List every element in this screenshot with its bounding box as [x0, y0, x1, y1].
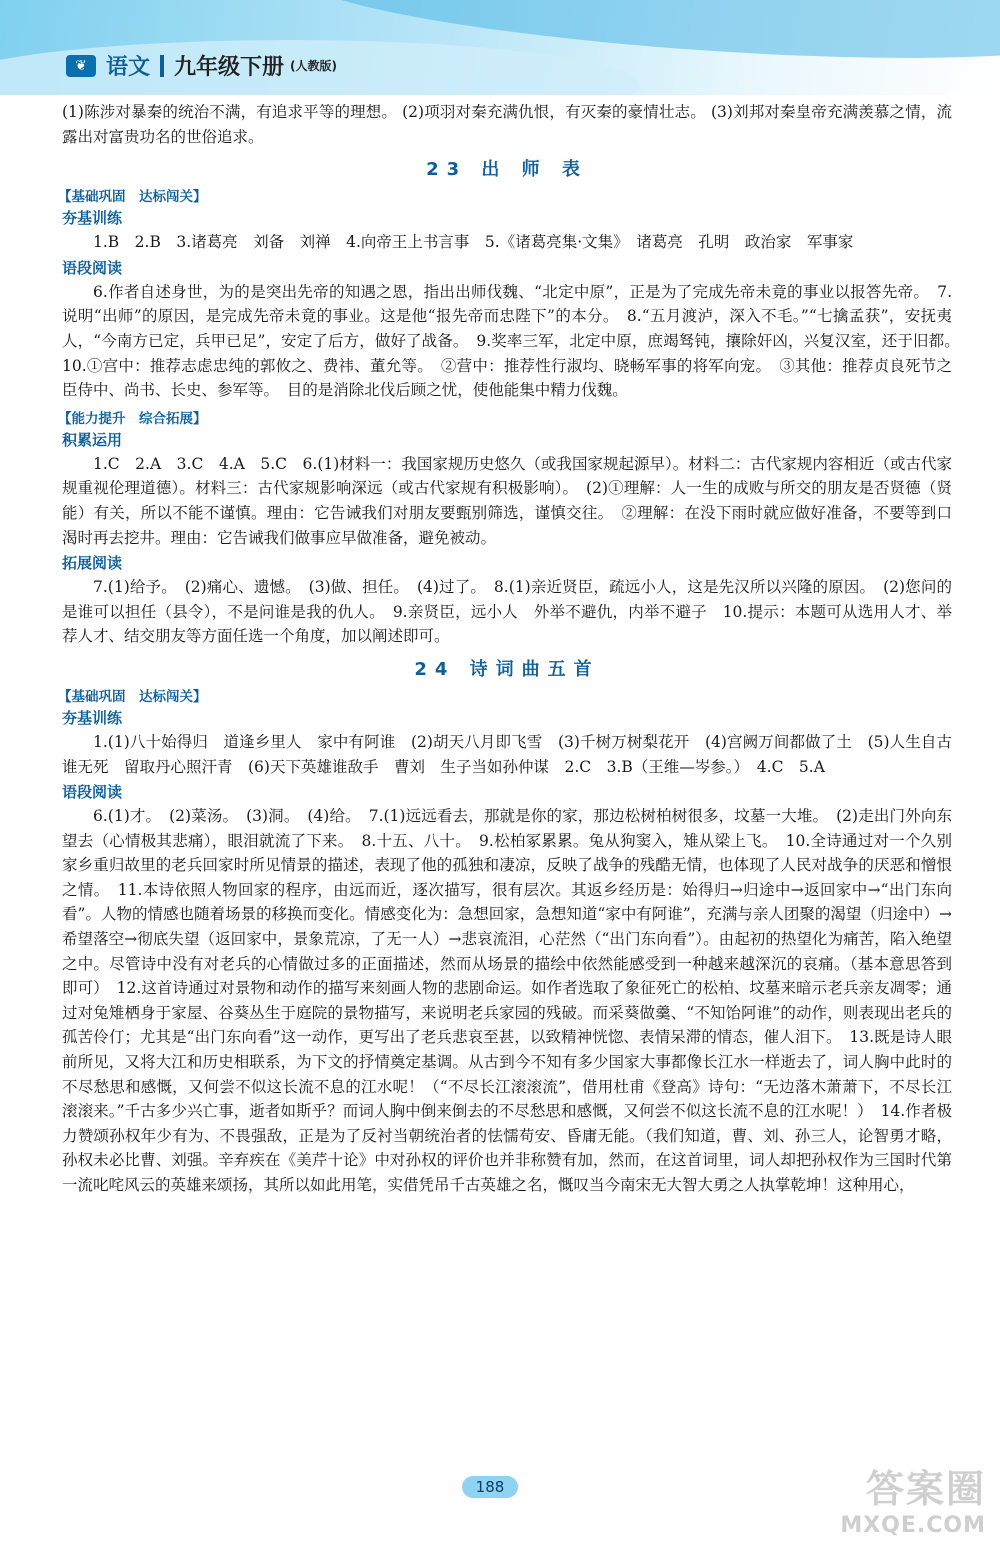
answer-content [58, 100, 968, 1198]
answer-paragraph: 6.(1)才。 (2)菜汤。 (3)洞。 (4)给。 7.(1)远远看去，那就是你的家，那边松树柏树很多，坟墓一大堆。 (2)走出门外向东望去（心情极其悲痛），眼泪就流了下来。 8.十五、八十。 9.松柏冢累累。兔从狗窦入，雉从梁上飞。 10.全诗通过对一个久别家乡重归故里的老兵回家时所见情景的描述，表现了他的孤独和凄凉，反映了战争的残酷无情，也体现了人民对战争的厌恶和憎恨之情。 11.本诗依照人物回家的程序，由远而近，逐次描写，很有层次。其返乡经历是：始得归→归途中→返回家中→“出门东向看”。人物的情感也随着场景的移换而变化。情感变化为：急想回家，急想知道“家中有阿谁”，充满与亲人团聚的渴望（归途中）→希望落空→彻底失望（返回家中，景象荒凉，了无一人）→悲哀流泪，心茫然（“出门东向看”）。由起初的热望化为痛苦，陷入绝望之中。尽管诗中没有对老兵的心情做过多的正面描述，然而从场景的描绘中依然能感受到一种越来越深沉的哀痛。（基本意思答到即可） 12.这首诗通过对景物和动作的描写来刻画人物的悲剧命运。如作者选取了象征死亡的松柏、坟墓来暗示老兵亲友凋零；通过对兔雉栖身于家屋、谷葵丛生于庭院的景物描写，来说明老兵家园的残破。而采葵做羹、“不知饴阿谁”的动作，则表现出老兵的孤苦伶仃；尤其是“出门东向看”这一动作，更写出了老兵悲哀至甚，以致精神恍惚、表情呆滞的情态，催人泪下。 13.既是诗人眼前所见，又将大江和历史相联系，为下文的抒情奠定基调。从古到今不知有多少国家大事都像长江水一样逝去了，词人胸中此时的不尽愁思和感慨，又何尝不似这长流不息的江水呢！（“不尽长江滚滚流”，借用杜甫《登高》诗句：“无边落木萧萧下，不尽长江滚滚来。”千古多少兴亡事，逝者如斯乎？而词人胸中倒来倒去的不尽愁思和感慨，又何尝不似这长流不息的江水呢！） 14.作者极力赞颂孙权年少有为、不畏强敌，正是为了反衬当朝统治者的怯懦苟安、昏庸无能。（我们知道，曹、刘、孙三人，论智勇才略，孙权未必比曹、刘强。辛弃疾在《美芹十论》中对孙权的评价也并非称赞有加，然而，在这首词里，词人却把孙权作为三国时代第一流叱咤风云的英雄来颂扬，其所以如此用笔，实借凭吊千古英雄之名，慨叹当今南宋无大智大勇之人执掌乾坤！这种用心， [62, 807, 952, 1194]
edition-label: (人教版) [290, 59, 338, 73]
page-header [0, 0, 1000, 95]
subsection-heading: 夯基训练 [62, 708, 123, 727]
subsection-heading: 夯基训练 [62, 209, 123, 228]
watermark-logo-text: 答案圈 [865, 1467, 986, 1511]
section-heading: 【基础巩固 达标闯关】 [58, 189, 207, 206]
subsection-heading: 语段阅读 [62, 783, 123, 802]
page-number: 188 [462, 1476, 518, 1498]
watermark [840, 1458, 986, 1538]
answer-paragraph: 1.B 2.B 3.诸葛亮 刘备 刘禅 4.向帝王上书言事 5.《诸葛亮集·文集》 诸葛亮 孔明 政治家 军事家 [93, 233, 854, 252]
answer-paragraph: 7.(1)给予。 (2)痛心、遗憾。 (3)做、担任。 (4)过了。 8.(1)亲近贤臣，疏远小人，这是先汉所以兴隆的原因。 (2)您问的是谁可以担任（县令），不是问谁是我的仇人。 9.亲贤臣，远小人 外举不避仇，内举不避子 10.提示：本题可从选用人才、举荐人才、结交朋友等方面任选一个角度，加以阐述即可。 [62, 578, 952, 646]
section-heading: 【能力提升 综合拓展】 [58, 410, 207, 427]
title-divider [160, 55, 164, 77]
chapter-title: 23 出 师 表 [426, 159, 588, 181]
leaf-logo-icon: ❦ [66, 55, 96, 77]
book-brand [66, 50, 337, 81]
chapter-title: 24 诗词曲五首 [414, 658, 600, 680]
answer-paragraph: 1.C 2.A 3.C 4.A 5.C 6.(1)材料一：我国家规历史悠久（或我国家规起源早）。材料二：古代家规内容相近（或古代家规重视伦理道德）。材料三：古代家规影响深远（或古代家规有积极影响）。 (2)①理解：人一生的成败与所交的朋友是否贤德（贤能）有关，所以不能不谨慎。理由：它告诫我们对朋友要甄别筛选，谨慎交往。 ②理解：在没下雨时就应做好准备，不要等到口渴时再去挖井。理由：它告诫我们做事应早做准备，避免被动。 [62, 454, 952, 547]
subsection-heading: 拓展阅读 [62, 554, 123, 573]
answer-paragraph: 6.作者自述身世，为的是突出先帝的知遇之恩，指出出师伐魏、“北定中原”，正是为了完成先帝未竟的事业以报答先帝。 7.说明“出师”的原因，是完成先帝未竟的事业。这是他“报先帝而忠陛下”的本分。 8.“五月渡泸，深入不毛。”“七擒孟获”，安抚夷人，“今南方已定，兵甲已足”，安定了后方，做好了战备。 9.奖率三军，北定中原，庶竭驽钝，攘除奸凶，兴复汉室，还于旧都。 10.①宫中：推荐志虑忠纯的郭攸之、费祎、董允等。 ②营中：推荐性行淑均、晓畅军事的将军向宠。 ③其他：推荐贞良死节之臣侍中、尚书、长史、参军等。 目的是消除北伐后顾之忧，使他能集中精力伐魏。 [62, 282, 968, 400]
subsection-heading: 积累运用 [62, 430, 123, 449]
subject-title: 语文 [106, 55, 151, 80]
watermark-url: MXQE.COM [840, 1513, 986, 1538]
grade-title: 九年级下册 [174, 55, 285, 80]
section-heading: 【基础巩固 达标闯关】 [58, 688, 207, 705]
answer-paragraph: 1.(1)八十始得归 道逢乡里人 家中有阿谁 (2)胡天八月即飞雪 (3)千树万树梨花开 (4)宫阙万间都做了土 (5)人生自古谁无死 留取丹心照汗青 (6)天下英雄谁敌手 曹刘 生子当如孙仲谋 2.C 3.B（王维—岑参。） 4.C 5.A [62, 732, 952, 776]
subsection-heading: 语段阅读 [62, 258, 123, 277]
answer-paragraph: (1)陈涉对暴秦的统治不满，有追求平等的理想。 (2)项羽对秦充满仇恨，有灭秦的豪情壮志。 (3)刘邦对秦皇帝充满羡慕之情，流露出对富贵功名的世俗追求。 [62, 103, 952, 146]
